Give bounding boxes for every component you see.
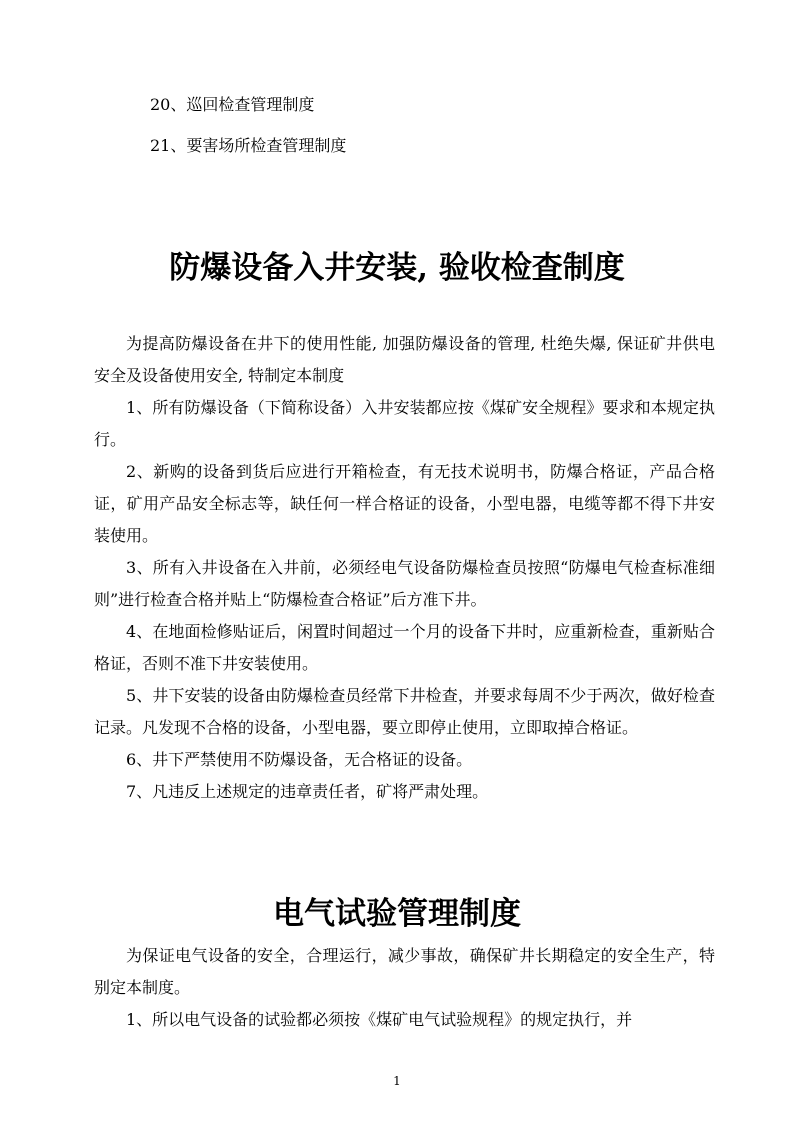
intro-paragraph: 为保证电气设备的安全，合理运行，减少事故，确保矿井长期稳定的安全生产，特别定本制度。 <box>94 946 715 997</box>
section-body-explosion-proof <box>94 328 715 808</box>
rule-paragraph-4: 4、在地面检修贴证后，闲置时间超过一个月的设备下井时，应重新检查，重新贴合格证，否则不准下井安装使用。 <box>94 622 715 673</box>
intro-paragraph: 为提高防爆设备在井下的使用性能, 加强防爆设备的管理, 杜绝失爆, 保证矿井供电安全及设备使用安全, 特制定本制度 <box>94 334 715 385</box>
list-item-21: 21、要害场所检查管理制度 <box>150 136 347 155</box>
rule-paragraph-6: 6、井下严禁使用不防爆设备，无合格证的设备。 <box>126 750 473 769</box>
list-item-20: 20、巡回检查管理制度 <box>150 95 315 114</box>
rule-paragraph-3: 3、所有入井设备在入井前，必须经电气设备防爆检查员按照“防爆电气检查标准细则”进行检查合格并贴上“防爆检查合格证”后方准下井。 <box>94 558 715 609</box>
rule-paragraph-1: 1、所以电气设备的试验都必须按《煤矿电气试验规程》的规定执行，并 <box>126 1010 633 1029</box>
page-number: 1 <box>393 1074 401 1088</box>
section-title-electrical-test: 电气试验管理制度 <box>273 896 521 932</box>
section-title-explosion-proof: 防爆设备入井安装, 验收检查制度 <box>169 250 625 286</box>
rule-paragraph-7: 7、凡违反上述规定的违章责任者，矿将严肃处理。 <box>126 782 489 801</box>
rule-paragraph-5: 5、井下安装的设备由防爆检查员经常下井检查，并要求每周不少于两次，做好检查记录。凡发现不合格的设备，小型电器，要立即停止使用，立即取掉合格证。 <box>94 686 715 737</box>
section-body-electrical-test <box>94 940 715 1036</box>
rule-paragraph-2: 2、新购的设备到货后应进行开箱检查，有无技术说明书，防爆合格证，产品合格证，矿用产品安全标志等，缺任何一样合格证的设备，小型电器，电缆等都不得下井安装使用。 <box>94 462 715 545</box>
rule-paragraph-1: 1、所有防爆设备（下简称设备）入井安装都应按《煤矿安全规程》要求和本规定执行。 <box>94 398 715 449</box>
